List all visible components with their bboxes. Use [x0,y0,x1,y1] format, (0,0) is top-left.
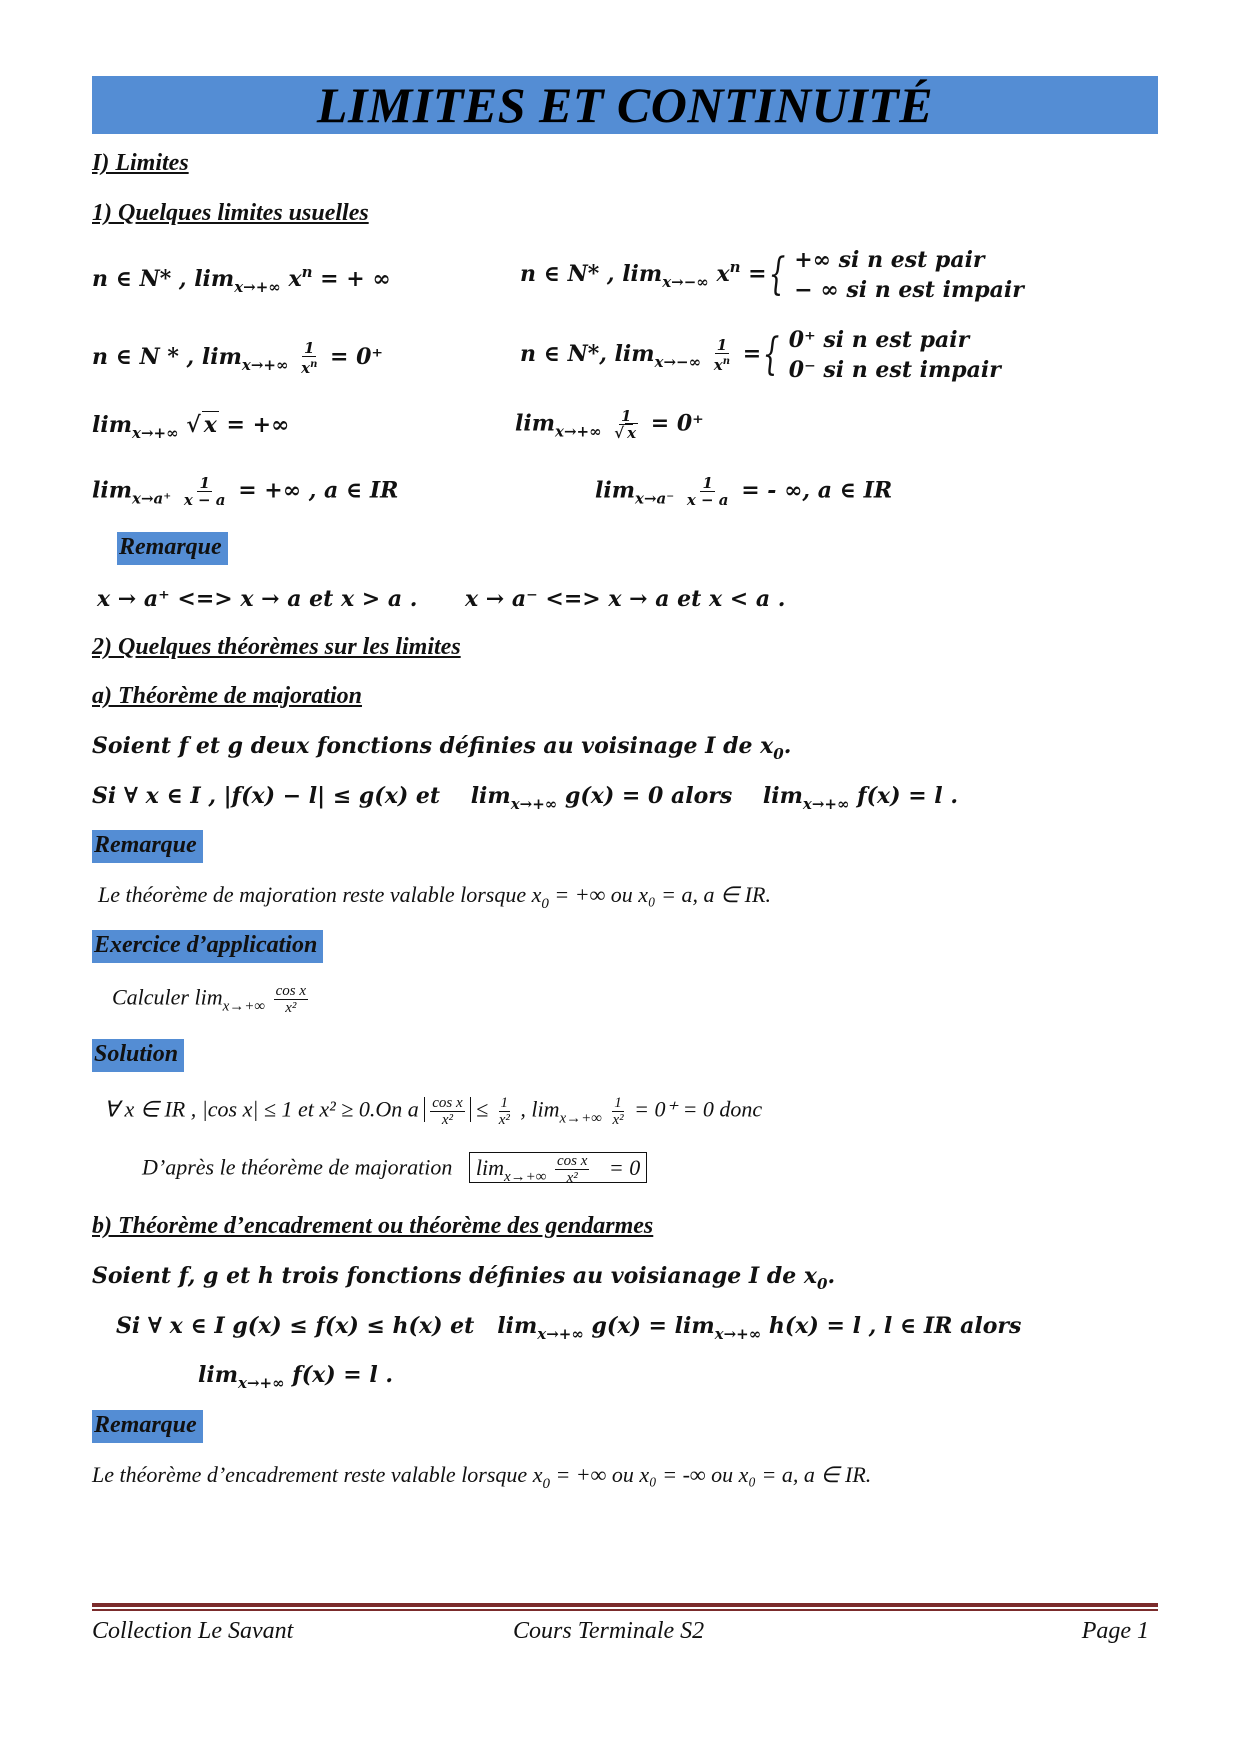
fraction: $\frac{1}{√ x}$ [614,407,637,442]
fraction: $\frac{1}{x^n}$ [713,336,731,374]
result-box: $\lim_{x\to+\infty}$ $\frac{\text{cos x}}{\text{x²}}$ = 0 [469,1152,647,1183]
limit-row2-left: n ∈ N * , $\lim_{x\to+\infty}$ $\frac{1}{x^n}$ = 0⁺ [92,339,384,377]
fraction: $\frac{1}{x - a}$ [686,474,729,509]
subsection-heading-theoremes: 2) Quelques théorèmes sur les limites [92,634,461,660]
footer-page-number: Page 1 [1081,1618,1149,1644]
page-title: LIMITES ET CONTINUITÉ [316,77,934,133]
theorem-a-heading: a) Théorème de majoration [92,683,362,709]
footer-left: Collection Le Savant [92,1618,294,1644]
footer-center: Cours Terminale S2 [513,1618,705,1644]
solution-label: Solution [92,1039,184,1072]
theorem-b-condition: Si ∀ x ∈ I g(x) ≤ f(x) ≤ h(x) et $\lim_{x\to+\infty} g(x) = \lim_{x\to+\infty} h(x) = l$ , l ∈ IR alors [116,1313,1022,1343]
fraction: $\frac{1}{\text{x²}}$ [612,1095,624,1128]
limit-row1-cases: +∞ si n est pair − ∞ si n est impair [794,247,1024,303]
footer-divider [92,1603,1158,1607]
theorem-b-statement: Soient f, g et h trois fonctions définies au voisianage I de $x_0$. [92,1263,836,1293]
solution-line1: ∀ x ∈ IR , |cos x| ≤ 1 et x² ≥ 0.On a $\frac{\text{cos x}}{\text{x²}}$ ≤ $\frac{1}{\text{x²}}$ , $\lim_{x\to+\infty}$ $\frac{1}{\text{x²}}$ = 0⁺ = 0 donc [104,1095,763,1128]
title-banner [92,76,1158,134]
limit-row3-left: $\lim_{x\to+\infty}$ √ x = +∞ [92,412,290,442]
theorem-b-heading: b) Théorème d’encadrement ou théorème des gendarmes [92,1213,654,1239]
theorem-a-statement: Soient f et g deux fonctions définies au voisinage I de $x_0$. [92,733,792,763]
limit-row2-cases: 0⁺ si n est pair 0⁻ si n est impair [788,327,1001,383]
remark-label: Remarque [92,830,203,863]
remark1-left: x → a⁺ <=> x → a et x > a . [97,586,418,612]
limit-row1-right: n ∈ N* , $\lim_{x\to-\infty} x^n$ ={ +∞ si n est pair − ∞ si n est impair [520,247,1024,303]
solution-line2: D’après le théorème de majoration $\lim_{x\to+\infty}$ $\frac{\text{cos x}}{\text{x²}}$ = 0 [142,1153,647,1186]
limit-row2-right: n ∈ N*, $\lim_{x\to-\infty}$ $\frac{1}{x^n}$ ={ 0⁺ si n est pair 0⁻ si n est impair [520,327,1001,383]
limit-row3-right: $\lim_{x\to+\infty}$ $\frac{1}{√ x}$ = 0⁺ [515,407,704,442]
limit-row1-left: n ∈ N* , $\lim_{x\to+\infty} x^n$ = + ∞ [92,263,391,296]
exercise-statement: Calculer $\lim_{x\to+\infty}$ $\frac{\text{cos x}}{\text{x²}}$ [112,983,306,1016]
theorem-a-condition: Si ∀ x ∈ I , |f(x) − l| ≤ g(x) et $\lim_{x\to+\infty} g(x) = 0$ alors $\lim_{x\to+\infty} f(x) = l$ . [92,783,958,813]
section-heading-limites: I) Limites [92,150,189,176]
fraction: $\frac{1}{x - a}$ [183,474,226,509]
fraction: $\frac{\text{cos x}}{\text{x²}}$ [432,1095,463,1128]
remark-label: Remarque [92,1410,203,1443]
limit-row4-left: $\lim_{x\to a^+}$ $\frac{1}{x - a}$ = +∞ , a ∈ IR [92,474,399,509]
fraction: $\frac{1}{\text{x²}}$ [498,1095,510,1128]
remark1-right: x → a⁻ <=> x → a et x < a . [465,586,786,612]
fraction: $\frac{\text{cos x}}{\text{x²}}$ [557,1153,588,1186]
theorem-b-remark: Le théorème d’encadrement reste valable lorsque $x_0$ = +∞ ou x₀ = -∞ ou x₀ = a, a ∈ IR. [92,1462,872,1492]
theorem-b-conclusion: $\lim_{x\to+\infty} f(x) = l$ . [198,1362,394,1392]
remark-label: Remarque [117,532,228,565]
exercise-label: Exercice d’application [92,930,323,963]
theorem-a-remark: Le théorème de majoration reste valable lorsque $x_0$ = +∞ ou x₀ = a, a ∈ IR. [98,882,771,912]
fraction: $\frac{\text{cos x}}{\text{x²}}$ [275,983,306,1016]
fraction: $\frac{1}{x^n}$ [301,339,318,377]
subsection-heading-usuelles: 1) Quelques limites usuelles [92,200,369,226]
limit-row4-right: $\lim_{x\to a^-}$ $\frac{1}{x - a}$ = - ∞, a ∈ IR [595,474,893,509]
footer-divider-thin [92,1609,1158,1611]
